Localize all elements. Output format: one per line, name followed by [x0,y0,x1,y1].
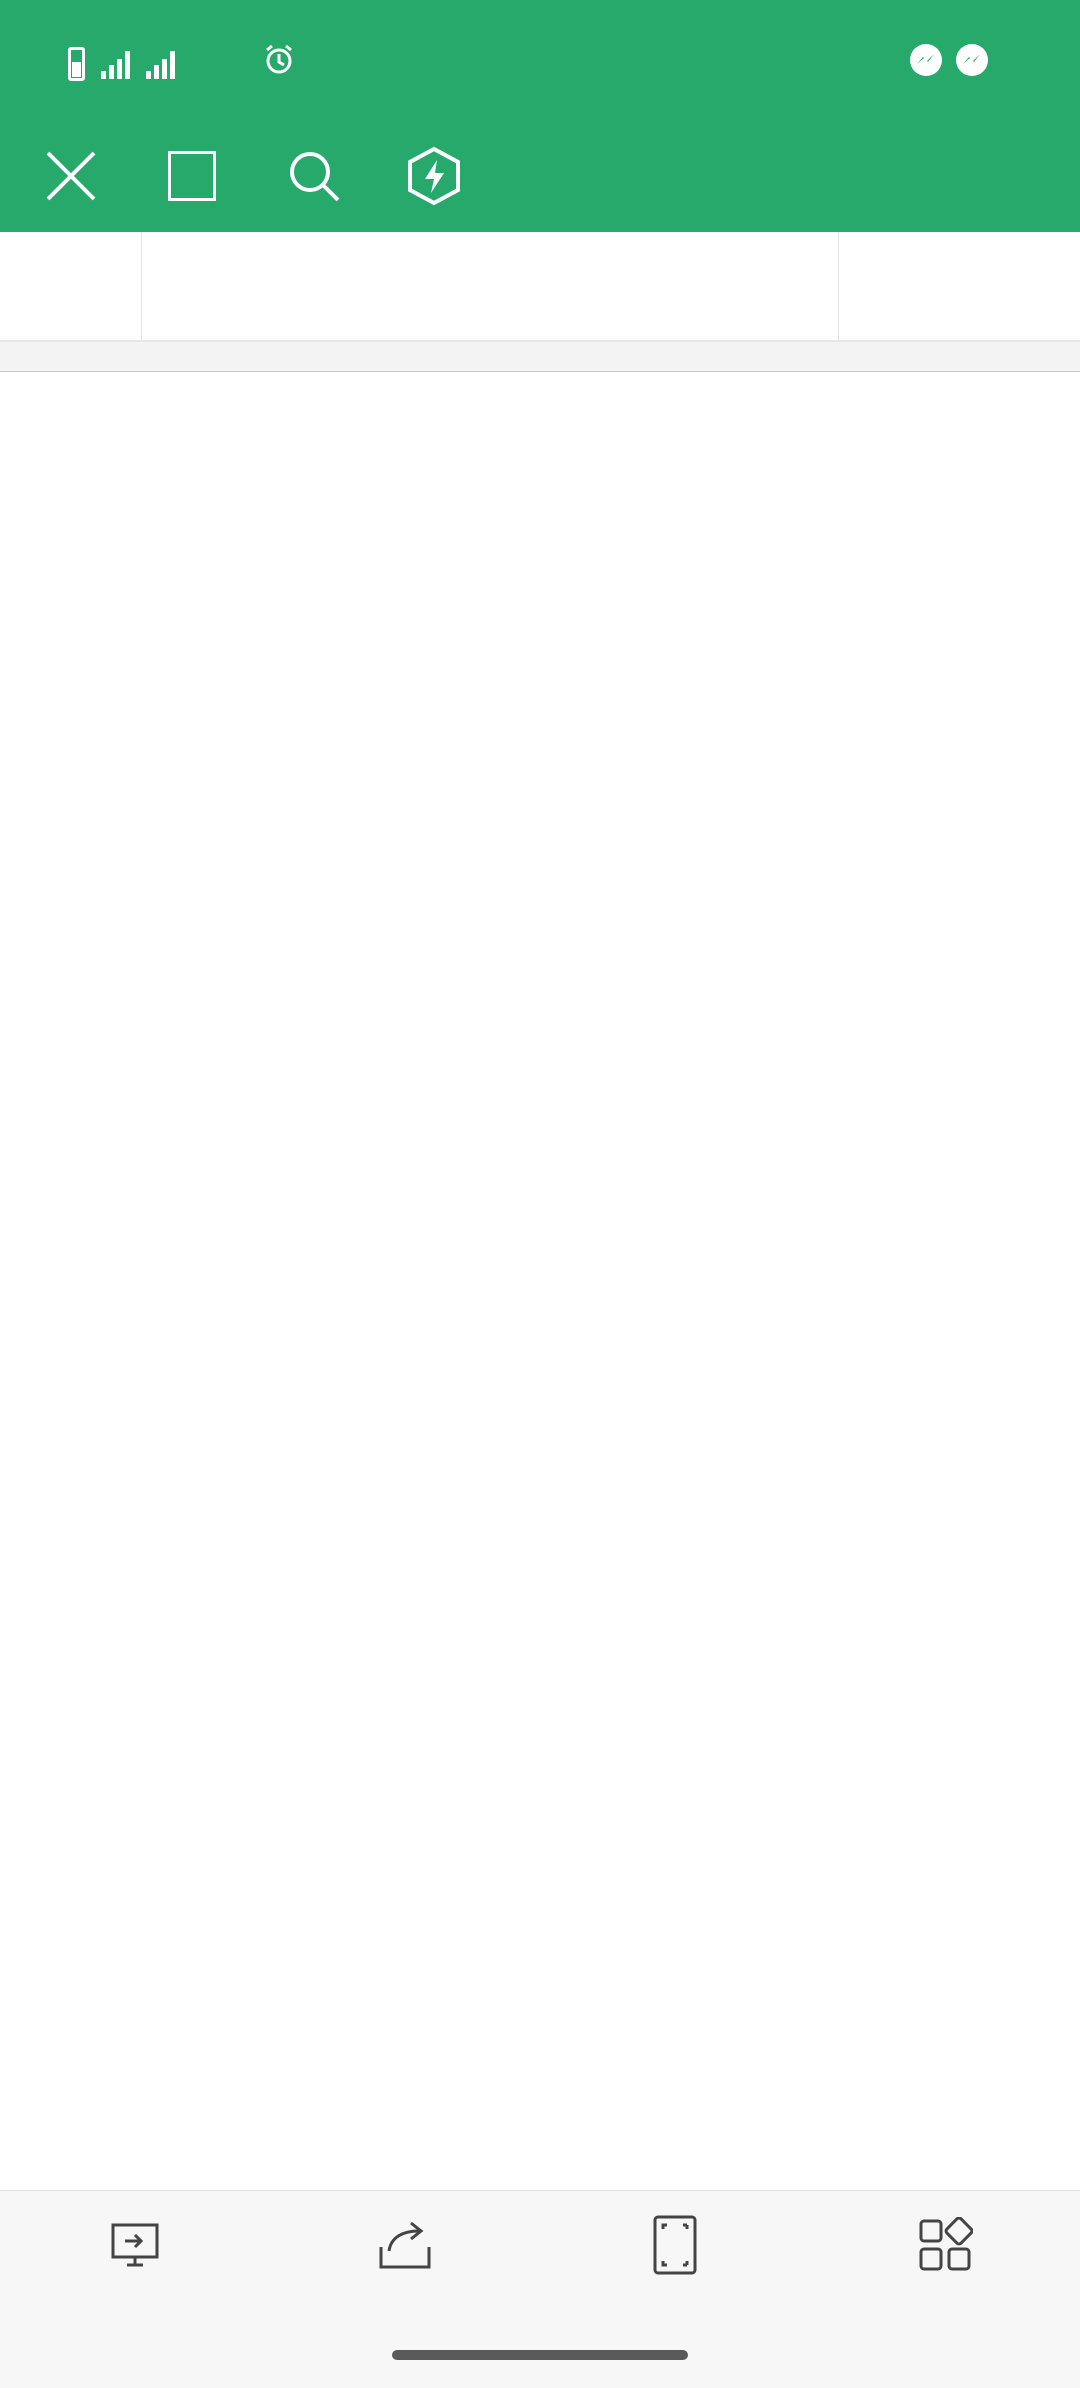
edit-on-pc-button[interactable] [0,2207,270,2347]
tools-button[interactable] [810,2207,1080,2347]
monitor-icon [107,2207,163,2283]
messenger-icon-2 [956,44,988,76]
messenger-icon [910,44,942,76]
pages-button[interactable] [150,134,234,218]
mobile-view-button[interactable] [540,2207,810,2347]
quick-action-button[interactable] [392,134,476,218]
home-indicator[interactable] [392,2350,688,2360]
alarm-icon [263,44,295,83]
lightning-hexagon-icon [406,146,462,206]
close-button[interactable] [29,134,113,218]
sheet-tab-sheet1[interactable] [838,232,1080,340]
status-right [910,44,1002,76]
more-options-button[interactable] [0,232,142,340]
share-icon [377,2207,433,2283]
mobile-view-icon [651,2207,699,2283]
status-bar [0,0,1080,120]
top-toolbar [0,120,1080,232]
close-icon [44,149,98,203]
pages-count [168,151,216,201]
signal-icon-2 [146,49,175,79]
signal-icon [101,49,130,79]
battery-icon [68,47,85,81]
share-button[interactable] [270,2207,540,2347]
spreadsheet-grid[interactable] [0,342,1080,2190]
tools-icon [917,2207,973,2283]
column-header-bar [0,342,1080,372]
search-icon [286,148,342,204]
search-button[interactable] [272,134,356,218]
sheet-tabs-bar [0,232,1080,342]
status-left [52,44,295,83]
